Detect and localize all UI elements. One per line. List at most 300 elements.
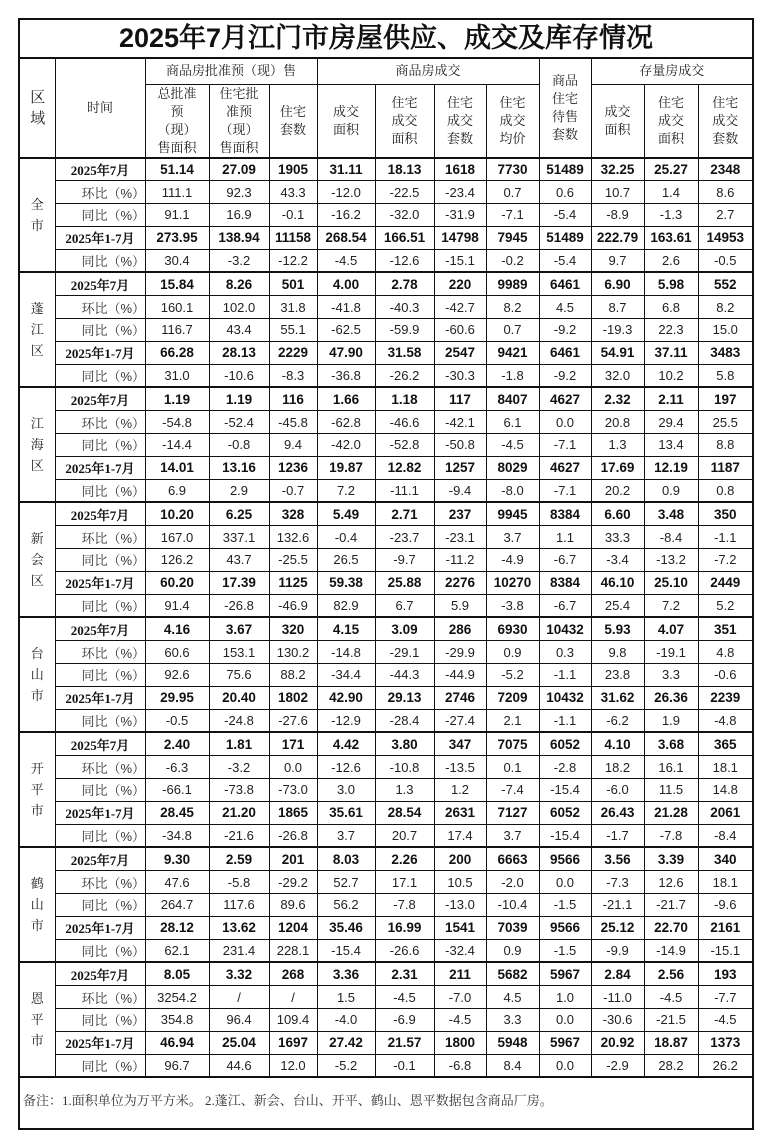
cell-value: 9.7	[591, 249, 644, 272]
cell-value: 2.7	[698, 204, 753, 227]
cell-value: 268	[269, 962, 317, 985]
cell-value: -26.2	[375, 364, 434, 387]
cell-value: 237	[434, 502, 486, 525]
cell-value: 0.6	[539, 181, 591, 204]
cell-value: -6.9	[375, 1008, 434, 1031]
cell-value: 1.19	[145, 387, 209, 410]
cell-value: 2631	[434, 801, 486, 824]
cell-value: -32.4	[434, 939, 486, 962]
cell-value: 0.0	[269, 756, 317, 779]
cell-value: -8.3	[269, 364, 317, 387]
ratio-label: 环比（%）	[55, 411, 145, 434]
cell-value: 3.56	[591, 847, 644, 870]
cell-value: -44.9	[434, 664, 486, 687]
cell-value: 32.25	[591, 158, 644, 181]
cell-value: 116	[269, 387, 317, 410]
cell-value: -5.2	[317, 1054, 375, 1077]
cell-value: 6.9	[145, 479, 209, 502]
table-row	[19, 939, 753, 962]
table-row	[19, 1054, 753, 1077]
cell-value: 31.8	[269, 296, 317, 319]
cell-value: -10.4	[486, 894, 539, 917]
cell-value: 6.60	[591, 502, 644, 525]
cell-value: -24.8	[209, 709, 269, 732]
cell-value: 6461	[539, 272, 591, 295]
cell-value: 9.30	[145, 847, 209, 870]
cell-value: 51489	[539, 226, 591, 249]
cell-value: 354.8	[145, 1008, 209, 1031]
cell-value: 75.6	[209, 664, 269, 687]
cell-value: 96.7	[145, 1054, 209, 1077]
cell-value: -12.6	[375, 249, 434, 272]
cell-value: 31.62	[591, 686, 644, 709]
cell-value: 52.7	[317, 871, 375, 894]
cell-value: 8.2	[698, 296, 753, 319]
cell-value: 2.40	[145, 732, 209, 755]
region-label: 恩平市	[30, 991, 44, 1049]
cell-value: -6.7	[539, 594, 591, 617]
cell-value: 4.10	[591, 732, 644, 755]
table-row	[19, 1031, 753, 1054]
cell-value: -45.8	[269, 411, 317, 434]
table-row	[19, 549, 753, 572]
cell-value: 8384	[539, 571, 591, 594]
period-label: 2025年7月	[55, 272, 145, 295]
ratio-label: 环比（%）	[55, 871, 145, 894]
table-row	[19, 387, 753, 410]
ratio-label: 同比（%）	[55, 1054, 145, 1077]
ratio-label: 同比（%）	[55, 249, 145, 272]
ratio-label: 环比（%）	[55, 986, 145, 1009]
cell-value: /	[209, 986, 269, 1009]
cell-value: 88.2	[269, 664, 317, 687]
ratio-label: 同比（%）	[55, 1008, 145, 1031]
cell-value: 2.31	[375, 962, 434, 985]
cell-value: 3.48	[644, 502, 698, 525]
header-col-label: 总批准预（现）售面积	[157, 85, 197, 155]
cell-value: 91.1	[145, 204, 209, 227]
table-row	[19, 502, 753, 525]
cell-value: -7.2	[698, 549, 753, 572]
table-row	[19, 756, 753, 779]
cell-value: 4.00	[317, 272, 375, 295]
cell-value: 1618	[434, 158, 486, 181]
cell-value: 26.2	[698, 1054, 753, 1077]
cell-value: 10432	[539, 686, 591, 709]
cell-value: 0.0	[539, 871, 591, 894]
cell-value: 2061	[698, 801, 753, 824]
cell-value: 4.15	[317, 617, 375, 640]
cell-value: 8.05	[145, 962, 209, 985]
cell-value: 3483	[698, 341, 753, 364]
region-label: 开平市	[30, 761, 44, 819]
cell-value: 62.1	[145, 939, 209, 962]
cell-value: -34.8	[145, 824, 209, 847]
cell-value: -22.5	[375, 181, 434, 204]
cell-value: -7.4	[486, 779, 539, 802]
cell-value: 8384	[539, 502, 591, 525]
cell-value: 1236	[269, 456, 317, 479]
cell-value: 23.8	[591, 664, 644, 687]
table-row	[19, 341, 753, 364]
table-row	[19, 296, 753, 319]
cell-value: 4.42	[317, 732, 375, 755]
cell-value: -10.6	[209, 364, 269, 387]
cell-value: -9.4	[434, 479, 486, 502]
cell-value: 96.4	[209, 1008, 269, 1031]
cell-value: 42.90	[317, 686, 375, 709]
table-row	[19, 226, 753, 249]
region-label: 蓬江区	[30, 301, 44, 359]
cell-value: -13.2	[644, 549, 698, 572]
cell-value: 2.71	[375, 502, 434, 525]
cell-value: 46.10	[591, 571, 644, 594]
cell-value: 0.7	[486, 319, 539, 342]
cell-value: 3.7	[486, 526, 539, 549]
cell-value: 2.6	[644, 249, 698, 272]
cell-value: 16.9	[209, 204, 269, 227]
ratio-label: 环比（%）	[55, 526, 145, 549]
cell-value: -29.9	[434, 641, 486, 664]
cell-value: 268.54	[317, 226, 375, 249]
cell-value: -4.0	[317, 1008, 375, 1031]
cell-value: -13.5	[434, 756, 486, 779]
cell-value: -60.6	[434, 319, 486, 342]
cell-value: 1541	[434, 916, 486, 939]
cell-value: 264.7	[145, 894, 209, 917]
cell-value: -9.2	[539, 364, 591, 387]
table-row	[19, 801, 753, 824]
cell-value: 4.16	[145, 617, 209, 640]
header-group-deal: 商品房成交	[317, 58, 539, 84]
table-row	[19, 249, 753, 272]
cell-value: 228.1	[269, 939, 317, 962]
cell-value: 8407	[486, 387, 539, 410]
cell-value: 8.26	[209, 272, 269, 295]
cell-value: -11.1	[375, 479, 434, 502]
cell-value: 10.5	[434, 871, 486, 894]
cell-value: 111.1	[145, 181, 209, 204]
cell-value: 47.90	[317, 341, 375, 364]
cell-value: 46.94	[145, 1031, 209, 1054]
cell-value: 9.8	[591, 641, 644, 664]
cell-value: 29.13	[375, 686, 434, 709]
cell-value: -26.6	[375, 939, 434, 962]
cell-value: 25.4	[591, 594, 644, 617]
cell-value: 25.10	[644, 571, 698, 594]
cell-value: 5967	[539, 1031, 591, 1054]
cell-value: 2.32	[591, 387, 644, 410]
cell-value: 2.84	[591, 962, 644, 985]
cell-value: -4.8	[698, 709, 753, 732]
cell-value: 20.7	[375, 824, 434, 847]
cell-value: 7039	[486, 916, 539, 939]
cell-value: 8.7	[591, 296, 644, 319]
cell-value: 18.2	[591, 756, 644, 779]
cell-value: 211	[434, 962, 486, 985]
period-label: 2025年7月	[55, 617, 145, 640]
cell-value: 47.6	[145, 871, 209, 894]
cell-value: 3.68	[644, 732, 698, 755]
cell-value: 153.1	[209, 641, 269, 664]
period-label: 2025年7月	[55, 387, 145, 410]
region-name	[19, 732, 55, 847]
cell-value: 12.6	[644, 871, 698, 894]
cell-value: 1.0	[539, 986, 591, 1009]
cell-value: -40.3	[375, 296, 434, 319]
cell-value: 31.0	[145, 364, 209, 387]
cell-value: -4.5	[698, 1008, 753, 1031]
cell-value: 1.19	[209, 387, 269, 410]
cell-value: /	[269, 986, 317, 1009]
cell-value: -8.0	[486, 479, 539, 502]
cell-value: -73.0	[269, 779, 317, 802]
cell-value: 5.98	[644, 272, 698, 295]
cell-value: 66.28	[145, 341, 209, 364]
cell-value: 163.61	[644, 226, 698, 249]
region-label: 江海区	[30, 416, 44, 474]
cell-value: -34.4	[317, 664, 375, 687]
cell-value: -1.7	[591, 824, 644, 847]
cell-value: 337.1	[209, 526, 269, 549]
cell-value: 201	[269, 847, 317, 870]
table-row	[19, 319, 753, 342]
cell-value: 14798	[434, 226, 486, 249]
header-col-4	[375, 84, 434, 158]
header-col-label: 住宅成交面积	[391, 94, 418, 146]
cell-value: 130.2	[269, 641, 317, 664]
region-name	[19, 847, 55, 962]
cell-value: -27.4	[434, 709, 486, 732]
cell-value: 28.2	[644, 1054, 698, 1077]
period-label: 2025年1-7月	[55, 686, 145, 709]
cell-value: 6461	[539, 341, 591, 364]
cell-value: -5.4	[539, 249, 591, 272]
cell-value: 9.4	[269, 434, 317, 457]
table-row	[19, 479, 753, 502]
cell-value: 56.2	[317, 894, 375, 917]
cell-value: 2.26	[375, 847, 434, 870]
cell-value: -4.9	[486, 549, 539, 572]
cell-value: 10432	[539, 617, 591, 640]
cell-value: 0.9	[486, 939, 539, 962]
cell-value: 3.09	[375, 617, 434, 640]
cell-value: 7.2	[317, 479, 375, 502]
table-row	[19, 181, 753, 204]
region-label: 台山市	[30, 646, 44, 704]
cell-value: 2.11	[644, 387, 698, 410]
cell-value: -62.8	[317, 411, 375, 434]
table-row	[19, 779, 753, 802]
cell-value: -27.6	[269, 709, 317, 732]
cell-value: -3.2	[209, 756, 269, 779]
cell-value: 59.38	[317, 571, 375, 594]
period-label: 2025年7月	[55, 502, 145, 525]
table-row	[19, 664, 753, 687]
cell-value: 18.1	[698, 756, 753, 779]
cell-value: -13.0	[434, 894, 486, 917]
header-col-9	[644, 84, 698, 158]
cell-value: 351	[698, 617, 753, 640]
cell-value: 33.3	[591, 526, 644, 549]
cell-value: 27.42	[317, 1031, 375, 1054]
cell-value: 16.1	[644, 756, 698, 779]
header-col-label: 住宅成交套数	[712, 94, 739, 146]
cell-value: 0.7	[486, 181, 539, 204]
cell-value: 2746	[434, 686, 486, 709]
cell-value: 3.3	[644, 664, 698, 687]
cell-value: 2449	[698, 571, 753, 594]
cell-value: 132.6	[269, 526, 317, 549]
cell-value: 3.32	[209, 962, 269, 985]
cell-value: 2348	[698, 158, 753, 181]
period-label: 2025年1-7月	[55, 801, 145, 824]
report-container	[18, 18, 752, 1130]
cell-value: -4.5	[434, 1008, 486, 1031]
cell-value: 54.91	[591, 341, 644, 364]
cell-value: -59.9	[375, 319, 434, 342]
cell-value: 20.8	[591, 411, 644, 434]
cell-value: 7127	[486, 801, 539, 824]
cell-value: 5.93	[591, 617, 644, 640]
cell-value: -8.4	[644, 526, 698, 549]
cell-value: 8.03	[317, 847, 375, 870]
cell-value: 35.46	[317, 916, 375, 939]
table-row	[19, 641, 753, 664]
cell-value: 286	[434, 617, 486, 640]
table-row	[19, 456, 753, 479]
cell-value: -44.3	[375, 664, 434, 687]
cell-value: 14.8	[698, 779, 753, 802]
cell-value: 12.0	[269, 1054, 317, 1077]
cell-value: 1800	[434, 1031, 486, 1054]
cell-value: 4.5	[486, 986, 539, 1009]
cell-value: 17.39	[209, 571, 269, 594]
cell-value: 4627	[539, 456, 591, 479]
cell-value: 1.18	[375, 387, 434, 410]
cell-value: 4627	[539, 387, 591, 410]
cell-value: 1.5	[317, 986, 375, 1009]
period-label: 2025年7月	[55, 158, 145, 181]
cell-value: 31.58	[375, 341, 434, 364]
cell-value: 26.36	[644, 686, 698, 709]
cell-value: -32.0	[375, 204, 434, 227]
cell-value: 5.9	[434, 594, 486, 617]
cell-value: -6.7	[539, 549, 591, 572]
cell-value: 7.2	[644, 594, 698, 617]
cell-value: 21.20	[209, 801, 269, 824]
cell-value: -23.1	[434, 526, 486, 549]
cell-value: -62.5	[317, 319, 375, 342]
table-row	[19, 594, 753, 617]
cell-value: 18.87	[644, 1031, 698, 1054]
cell-value: 6.1	[486, 411, 539, 434]
cell-value: -0.5	[698, 249, 753, 272]
cell-value: 347	[434, 732, 486, 755]
cell-value: -4.5	[644, 986, 698, 1009]
cell-value: 222.79	[591, 226, 644, 249]
cell-value: -14.9	[644, 939, 698, 962]
cell-value: 4.07	[644, 617, 698, 640]
cell-value: 1.81	[209, 732, 269, 755]
header-col-0	[145, 84, 209, 158]
header-pending-units	[539, 58, 591, 158]
cell-value: 43.4	[209, 319, 269, 342]
cell-value: 0.1	[486, 756, 539, 779]
cell-value: 2547	[434, 341, 486, 364]
cell-value: 26.5	[317, 549, 375, 572]
cell-value: 1.3	[375, 779, 434, 802]
cell-value: 3254.2	[145, 986, 209, 1009]
cell-value: -9.6	[698, 894, 753, 917]
cell-value: 10270	[486, 571, 539, 594]
region-name	[19, 617, 55, 732]
table-row	[19, 364, 753, 387]
header-col-5	[434, 84, 486, 158]
cell-value: 28.54	[375, 801, 434, 824]
cell-value: 3.0	[317, 779, 375, 802]
table-row	[19, 411, 753, 434]
header-group-supply: 商品房批准预（现）售	[145, 58, 317, 84]
cell-value: -23.7	[375, 526, 434, 549]
housing-report-table	[18, 18, 754, 1130]
cell-value: 89.6	[269, 894, 317, 917]
region-name	[19, 387, 55, 502]
cell-value: -21.1	[591, 894, 644, 917]
cell-value: 0.0	[539, 1008, 591, 1031]
cell-value: 9566	[539, 847, 591, 870]
cell-value: 32.0	[591, 364, 644, 387]
cell-value: 5.8	[698, 364, 753, 387]
cell-value: 18.13	[375, 158, 434, 181]
header-col-label: 住宅成交套数	[446, 94, 473, 146]
header-col-label: 住宅套数	[279, 103, 306, 137]
cell-value: -46.9	[269, 594, 317, 617]
cell-value: 328	[269, 502, 317, 525]
cell-value: -28.4	[375, 709, 434, 732]
cell-value: 8.4	[486, 1054, 539, 1077]
header-col-8	[591, 84, 644, 158]
cell-value: -12.6	[317, 756, 375, 779]
cell-value: 44.6	[209, 1054, 269, 1077]
cell-value: 200	[434, 847, 486, 870]
period-label: 2025年1-7月	[55, 341, 145, 364]
ratio-label: 同比（%）	[55, 319, 145, 342]
cell-value: -7.1	[539, 479, 591, 502]
cell-value: 2229	[269, 341, 317, 364]
cell-value: 8.8	[698, 434, 753, 457]
cell-value: -4.5	[486, 434, 539, 457]
cell-value: -50.8	[434, 434, 486, 457]
cell-value: 1204	[269, 916, 317, 939]
cell-value: 20.92	[591, 1031, 644, 1054]
region-label: 鹤山市	[30, 876, 44, 934]
cell-value: 5948	[486, 1031, 539, 1054]
cell-value: 2.78	[375, 272, 434, 295]
cell-value: 17.69	[591, 456, 644, 479]
cell-value: 12.19	[644, 456, 698, 479]
cell-value: 7209	[486, 686, 539, 709]
cell-value: -3.2	[209, 249, 269, 272]
cell-value: 6663	[486, 847, 539, 870]
cell-value: 5682	[486, 962, 539, 985]
cell-value: -1.5	[539, 894, 591, 917]
cell-value: 20.2	[591, 479, 644, 502]
cell-value: -25.5	[269, 549, 317, 572]
cell-value: -23.4	[434, 181, 486, 204]
cell-value: -9.2	[539, 319, 591, 342]
cell-value: 501	[269, 272, 317, 295]
